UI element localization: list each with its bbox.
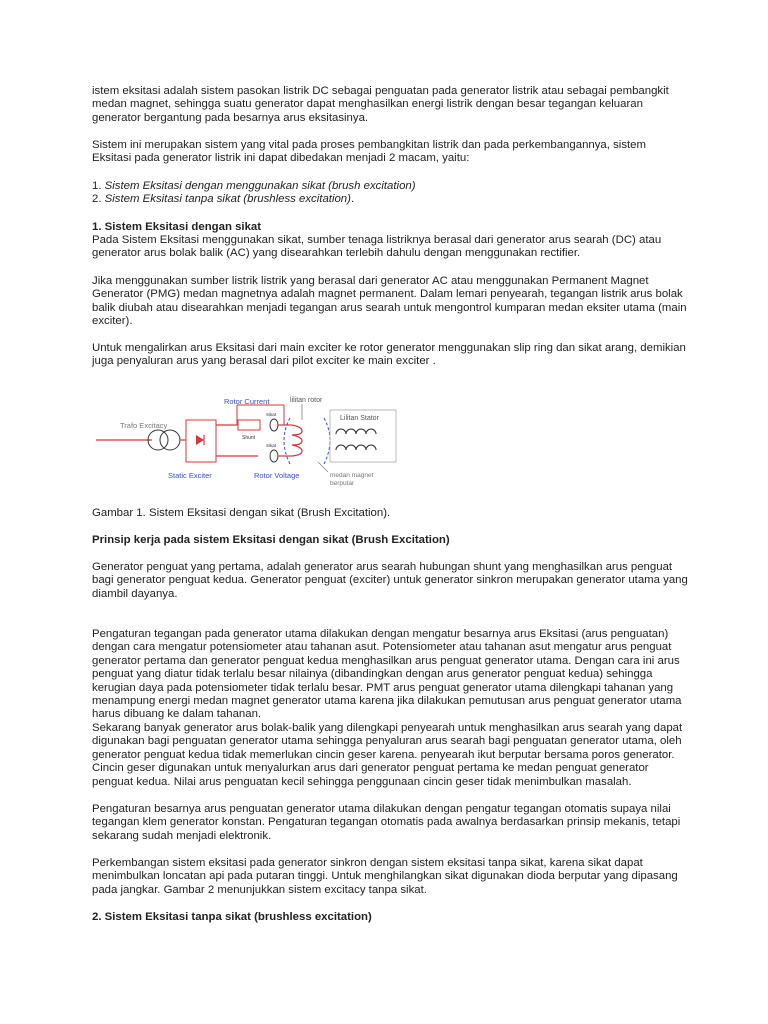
rotor-voltage-label: Rotor Voltage bbox=[254, 471, 300, 480]
static-exciter-label: Static Exciter bbox=[168, 471, 212, 480]
diode-icon bbox=[196, 435, 204, 445]
rotor-winding bbox=[292, 425, 302, 456]
excitation-type-list bbox=[92, 180, 688, 207]
principle-paragraph-5: Perkembangan sistem eksitasi pada generator sinkron dengan sistem eksitasi tanpa sikat, karena sikat dapat menimbulkan loncatan api pada putaran tinggi. Untuk menghilangkan sikat digunakan dioda berputar yang dipasang pada jangkar. Gambar 2 menunjukkan sistem excitacy tanpa sikat. bbox=[92, 857, 678, 896]
slip-ring-top bbox=[270, 419, 278, 431]
trafo-coil-right bbox=[160, 430, 180, 450]
intro-paragraph-1: istem eksitasi adalah sistem pasokan listrik DC sebagai penguatan pada generator listrik atau sebagai pembangkit medan magnet, sehingga suatu generator dapat menghasilkan energi listrik dengan besar tegangan keluaran generator bergantung pada besarnya arus eksitasinya. bbox=[92, 85, 669, 124]
list-item-text: Sistem Eksitasi dengan menggunakan sikat (brush excitation) bbox=[104, 180, 416, 192]
principle-heading: Prinsip kerja pada sistem Eksitasi dengan sikat (Brush Excitation) bbox=[92, 534, 450, 546]
section-1-heading: 1. Sistem Eksitasi dengan sikat bbox=[92, 221, 262, 233]
stator-winding-top bbox=[336, 429, 376, 434]
intro-paragraph-2: Sistem ini merupakan sistem yang vital pada proses pembangkitan listrik dan pada perkembangannya, sistem Eksitasi pada generator listrik ini dapat dibedakan menjadi 2 macam, yaitu: bbox=[92, 139, 647, 165]
stator-winding-bottom bbox=[336, 445, 376, 450]
rotating-field-sublabel: berputar bbox=[330, 480, 355, 487]
list-item-suffix: . bbox=[350, 193, 355, 206]
brush-label-bottom: Sikat bbox=[266, 443, 277, 448]
stator-label: Lilitan Stator bbox=[340, 415, 379, 422]
section-1-paragraph-2: Jika menggunakan sumber listrik listrik yang berasal dari generator AC atau menggunakan Permanent Magnet Generator (PMG) medan magnetnya adalah magnet permanent. Dalam lemari penyearah, tegangan listrik arus bolak balik diubah atau disearahkan menjadi tegangan arus searah untuk mengontrol kumparan medan eksiter utama (main exciter). bbox=[92, 275, 687, 328]
brush-label-top: Sikat bbox=[266, 412, 277, 417]
principle-paragraph-3: Sekarang banyak generator arus bolak-balik yang dilengkapi penyearah untuk menghasilkan arus searah yang dapat digunakan bagi penguatan generator utama sehingga penyaluran arus searah bagi penguatan generator utama, oleh generator penguat kedua tidak memerlukan cincin geser karena. penyearah ikut berputar bersama poros generator. Cincin geser digunakan untuk menyalurkan arus dari generator penguat pertama ke medan penguat generator penguat kedua. Nilai arus penguatan kecil sehingga penggunaan cincin geser tidak menimbulkan masalah. bbox=[92, 722, 683, 788]
principle-paragraph-1: Generator penguat yang pertama, adalah generator arus searah hubungan shunt yang menghasilkan arus penguat bagi generator penguat kedua. Generator penguat (exciter) untuk generator sinkron merupakan generator utama yang diambil dayanya. bbox=[92, 561, 688, 600]
principle-paragraph-2: Pengaturan tegangan pada generator utama dilakukan dengan mengatur besarnya arus Eksitasi (arus penguatan) dengan cara mengatur potensiometer atau tahanan asut. Potensiometer atau tahanan asut mengatur arus penguat generator pertama dan generator penguat kedua menghasilkan arus penguat generator utama. Dengan cara ini arus penguat yang diatur tidak terlalu besar nilainya (dibandingkan dengan arus generator penguat kedua) sehingga kerugian daya pada potensiometer tidak terlalu besar. PMT arus penguat generator utama dilengkapi tahanan yang menampung energi medan magnet generator utama karena jika dilakukan pemutusan arus penguat generator utama harus dibuang ke dalam tahanan. bbox=[92, 628, 682, 721]
section-1-paragraph-1: Pada Sistem Eksitasi menggunakan sikat, sumber tenaga listriknya berasal dari generator arus searah (DC) atau generator arus bolak balik (AC) yang disearahkan terlebih dahulu dengan menggunakan rectifier. bbox=[92, 234, 662, 260]
list-item-text: Sistem Eksitasi tanpa sikat (brushless excitation) bbox=[104, 193, 351, 206]
rotor-winding-label: lilitan rotor bbox=[290, 397, 323, 404]
list-item-number: 1. bbox=[92, 180, 105, 192]
shunt-label: Shunt bbox=[242, 435, 256, 441]
rotating-field-pointer bbox=[318, 462, 328, 472]
list-item-number: 2. bbox=[92, 193, 105, 206]
section-1-paragraph-3: Untuk mengalirkan arus Eksitasi dari main exciter ke rotor generator menggunakan slip ring dan sikat arang, demikian juga penyaluran arus yang berasal dari pilot exciter ke main exciter . bbox=[92, 342, 686, 368]
list-item bbox=[92, 180, 688, 193]
rotor-current-label: Rotor Current bbox=[224, 397, 270, 406]
shunt-resistor bbox=[238, 420, 260, 430]
section-2-heading: 2. Sistem Eksitasi tanpa sikat (brushless excitation) bbox=[92, 911, 372, 923]
list-item bbox=[92, 193, 688, 206]
figure-1-caption: Gambar 1. Sistem Eksitasi dengan sikat (Brush Excitation). bbox=[92, 507, 391, 519]
rotating-field-label: medan magnet bbox=[330, 472, 374, 479]
principle-paragraph-4: Pengaturan besarnya arus penguatan generator utama dilakukan dengan pengatur tegangan otomatis supaya nilai tegangan klem generator konstan. Pengaturan tegangan otomatis pada awalnya berdasarkan prinsip mekanis, tetapi sekarang sudah menjadi elektronik. bbox=[92, 803, 681, 842]
slip-ring-bottom bbox=[270, 450, 278, 462]
trafo-label: Trafo Excitacy bbox=[120, 421, 168, 430]
brush-excitation-diagram bbox=[92, 390, 422, 490]
